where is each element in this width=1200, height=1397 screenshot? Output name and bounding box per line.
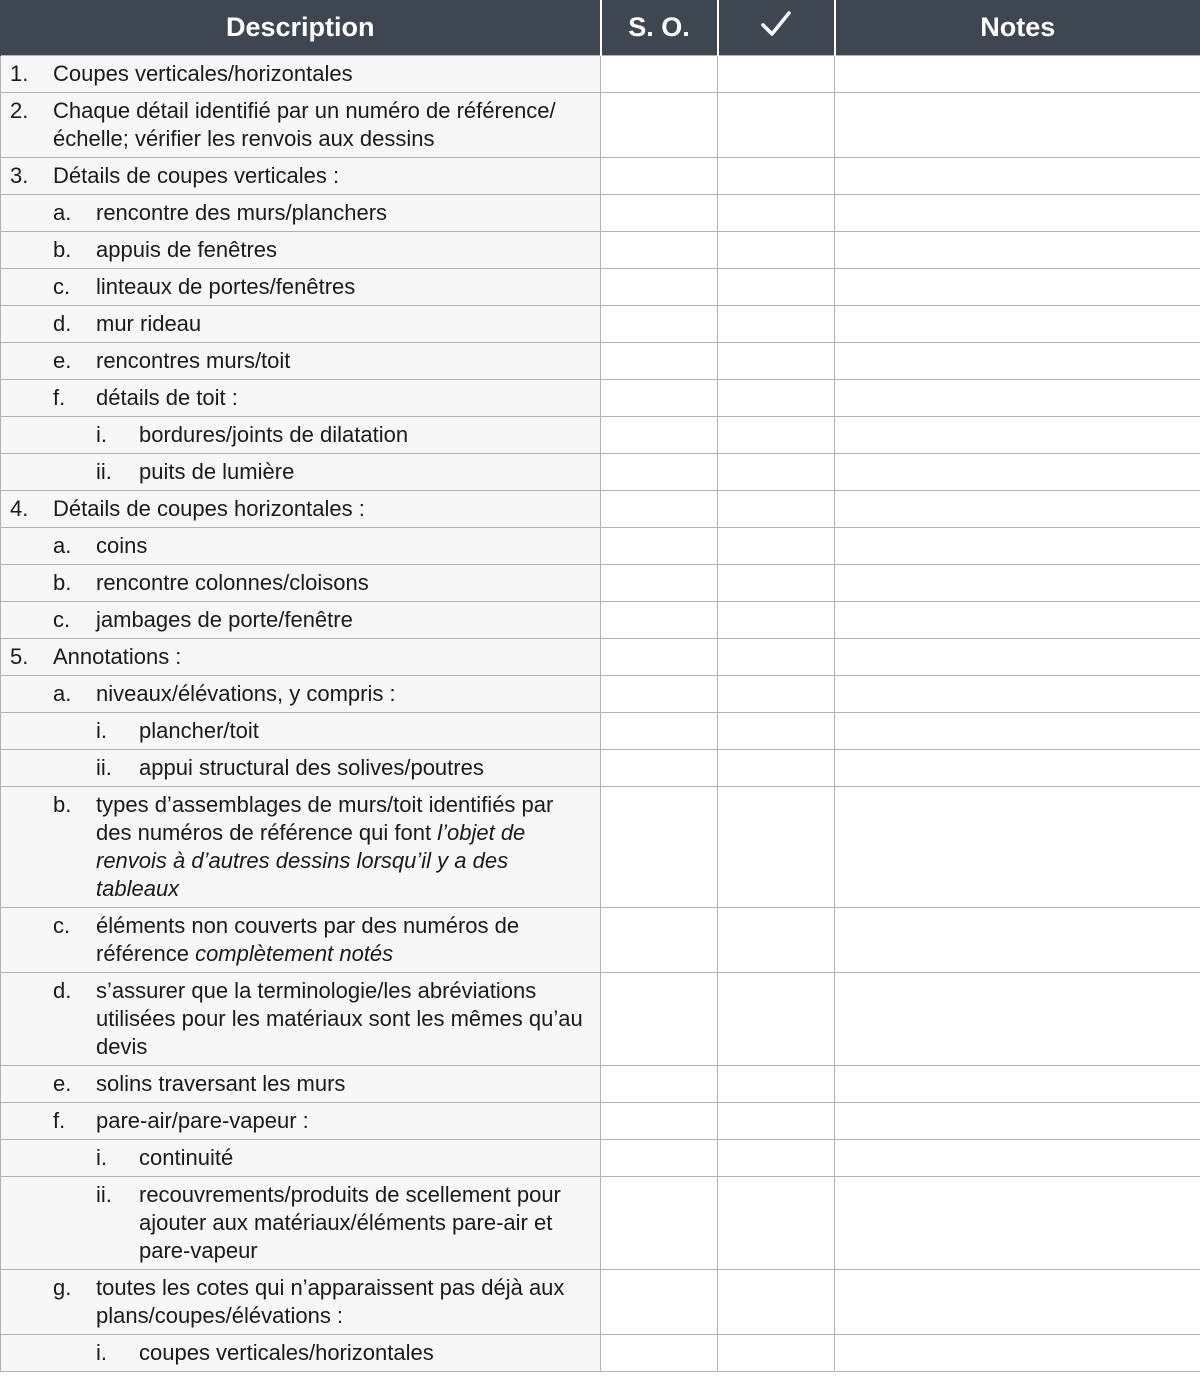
table-row [1,158,1200,195]
check-cell[interactable] [718,158,835,195]
check-cell[interactable] [718,93,835,158]
item-number: 5. [10,644,29,669]
item-text [96,1274,594,1330]
notes-cell[interactable] [835,565,1200,602]
item-text [139,717,594,745]
item-text-plain: linteaux de portes/fenêtres [96,274,356,299]
table-row [1,713,1200,750]
description-cell [1,565,601,602]
notes-cell[interactable] [835,639,1200,676]
item-number: b. [53,792,72,817]
item-text [96,912,594,968]
item-number: 1. [10,61,29,86]
check-cell[interactable] [718,1270,835,1335]
item-text-plain: s’assurer que la terminologie/les abréviations utilisées pour les matériaux sont les mêmes qu’au devis [96,978,583,1059]
item-number: i. [96,1145,107,1170]
table-row [1,676,1200,713]
item-number: d. [53,978,72,1003]
description-cell [1,1140,601,1177]
so-cell[interactable] [601,1177,718,1270]
check-cell[interactable] [718,232,835,269]
item-text-plain: rencontre des murs/planchers [96,200,388,225]
item-number: a. [53,200,72,225]
so-cell[interactable] [601,565,718,602]
description-cell [1,343,601,380]
item-text-plain: Coupes verticales/horizontales [53,61,353,86]
item-text-plain: appuis de fenêtres [96,237,278,262]
item-text-plain: jambages de porte/fenêtre [96,607,353,632]
so-cell[interactable] [601,93,718,158]
check-cell[interactable] [718,1140,835,1177]
item-number: 4. [10,496,29,521]
item-number: ii. [96,1182,112,1207]
item-text-plain: continuité [139,1145,234,1170]
item-text [96,199,594,227]
notes-cell[interactable] [835,56,1200,93]
description-cell [1,528,601,565]
table-row [1,269,1200,306]
item-number: ii. [96,755,112,780]
notes-cell[interactable] [835,787,1200,908]
notes-cell[interactable] [835,454,1200,491]
check-cell[interactable] [718,1335,835,1372]
table-row [1,1335,1200,1372]
item-text-plain: pare-air/pare-vapeur : [96,1108,309,1133]
check-cell[interactable] [718,417,835,454]
item-number: a. [53,533,72,558]
check-cell[interactable] [718,1103,835,1140]
so-cell[interactable] [601,232,718,269]
notes-cell[interactable] [835,528,1200,565]
description-cell [1,1270,601,1335]
notes-cell[interactable] [835,1103,1200,1140]
item-text [96,791,594,903]
checkmark-icon [759,9,793,46]
item-number: c. [53,274,71,299]
so-cell[interactable] [601,491,718,528]
check-cell[interactable] [718,713,835,750]
item-text-plain: Chaque détail identifié par un numéro de référence/échelle; vérifier les renvois aux dessins [53,98,556,151]
item-text-plain: mur rideau [96,311,202,336]
item-number: g. [53,1275,72,1300]
item-text-plain: Annotations : [53,644,182,669]
description-cell [1,417,601,454]
check-cell[interactable] [718,750,835,787]
item-number: i. [96,718,107,743]
so-cell[interactable] [601,713,718,750]
item-text-plain: plancher/toit [139,718,259,743]
table-row [1,750,1200,787]
so-cell[interactable] [601,343,718,380]
item-text [96,977,594,1061]
description-cell [1,602,601,639]
table-row [1,973,1200,1066]
table-row [1,417,1200,454]
so-cell[interactable] [601,269,718,306]
notes-cell[interactable] [835,750,1200,787]
so-cell[interactable] [601,1270,718,1335]
item-text [53,162,594,190]
notes-cell[interactable] [835,973,1200,1066]
so-cell[interactable] [601,676,718,713]
item-text-plain: Détails de coupes verticales : [53,163,340,188]
notes-cell[interactable] [835,195,1200,232]
check-cell[interactable] [718,908,835,973]
table-row [1,1103,1200,1140]
so-cell[interactable] [601,454,718,491]
item-number: f. [53,1108,66,1133]
description-cell [1,1066,601,1103]
so-cell[interactable] [601,1335,718,1372]
notes-cell[interactable] [835,1335,1200,1372]
item-text-plain: recouvrements/produits de scellement pour ajouter aux matériaux/éléments pare-air et pare-vapeur [139,1182,561,1263]
check-cell[interactable] [718,565,835,602]
item-number: 2. [10,98,29,123]
item-text-plain: toutes les cotes qui n’apparaissent pas déjà aux plans/coupes/élévations : [96,1275,565,1328]
item-number: c. [53,607,71,632]
so-cell[interactable] [601,973,718,1066]
description-cell [1,973,601,1066]
item-text [96,384,594,412]
table-row [1,56,1200,93]
description-cell [1,750,601,787]
item-text [96,680,594,708]
so-cell[interactable] [601,908,718,973]
table-row [1,602,1200,639]
so-cell[interactable] [601,417,718,454]
check-cell[interactable] [718,676,835,713]
check-cell[interactable] [718,1177,835,1270]
header-check [718,0,835,56]
check-cell[interactable] [718,306,835,343]
description-cell [1,787,601,908]
item-number: b. [53,237,72,262]
check-cell[interactable] [718,454,835,491]
notes-cell[interactable] [835,1270,1200,1335]
item-text [96,347,594,375]
check-cell[interactable] [718,973,835,1066]
table-row [1,787,1200,908]
so-cell[interactable] [601,1140,718,1177]
description-cell [1,56,601,93]
so-cell[interactable] [601,380,718,417]
item-text-plain: puits de lumière [139,459,295,484]
item-text [139,1339,594,1367]
notes-cell[interactable] [835,908,1200,973]
item-number: a. [53,681,72,706]
table-row [1,93,1200,158]
table-row [1,1270,1200,1335]
item-number: f. [53,385,66,410]
item-text [53,643,594,671]
description-cell [1,269,601,306]
item-number: i. [96,1340,107,1365]
description-cell [1,908,601,973]
item-text [53,495,594,523]
item-text-plain: bordures/joints de dilatation [139,422,409,447]
notes-cell[interactable] [835,602,1200,639]
header-notes: Notes [835,0,1200,56]
description-cell [1,491,601,528]
item-text [96,273,594,301]
so-cell[interactable] [601,787,718,908]
check-cell[interactable] [718,528,835,565]
item-text [96,1070,594,1098]
table-row [1,1140,1200,1177]
table-row [1,639,1200,676]
item-number: i. [96,422,107,447]
item-number: e. [53,1071,72,1096]
notes-cell[interactable] [835,676,1200,713]
so-cell[interactable] [601,1103,718,1140]
item-number: b. [53,570,72,595]
description-cell [1,1335,601,1372]
item-text [96,310,594,338]
item-text-plain: coupes verticales/horizontales [139,1340,434,1365]
description-cell [1,639,601,676]
description-cell [1,713,601,750]
item-text-plain: rencontres murs/toit [96,348,291,373]
item-text-plain: solins traversant les murs [96,1071,346,1096]
item-text-plain: coins [96,533,148,558]
item-text-plain: types d’assemblages de murs/toit identifiés par des numéros de référence qui font [96,792,554,845]
check-cell[interactable] [718,56,835,93]
notes-cell[interactable] [835,1140,1200,1177]
so-cell[interactable] [601,56,718,93]
table-row [1,306,1200,343]
table-row [1,380,1200,417]
description-cell [1,306,601,343]
notes-cell[interactable] [835,93,1200,158]
item-number: c. [53,913,71,938]
notes-cell[interactable] [835,232,1200,269]
description-cell [1,158,601,195]
item-text [53,60,594,88]
item-text [139,421,594,449]
item-text [96,236,594,264]
item-text [53,97,594,153]
item-number: 3. [10,163,29,188]
check-cell[interactable] [718,491,835,528]
notes-cell[interactable] [835,713,1200,750]
description-cell [1,195,601,232]
item-text [139,754,594,782]
so-cell[interactable] [601,750,718,787]
description-cell [1,93,601,158]
notes-cell[interactable] [835,1066,1200,1103]
item-number: ii. [96,459,112,484]
notes-cell[interactable] [835,417,1200,454]
item-text-plain: rencontre colonnes/cloisons [96,570,369,595]
item-number: e. [53,348,72,373]
table-row [1,232,1200,269]
notes-cell[interactable] [835,491,1200,528]
notes-cell[interactable] [835,380,1200,417]
description-cell [1,1103,601,1140]
notes-cell[interactable] [835,343,1200,380]
check-cell[interactable] [718,269,835,306]
check-cell[interactable] [718,787,835,908]
header-row [1,0,1200,56]
item-text [96,606,594,634]
notes-cell[interactable] [835,158,1200,195]
check-cell[interactable] [718,639,835,676]
so-cell[interactable] [601,306,718,343]
item-text-plain: niveaux/élévations, y compris : [96,681,396,706]
item-text-italic: complètement notés [195,941,394,966]
so-cell[interactable] [601,528,718,565]
item-text [96,569,594,597]
item-text-italic: l’objet de renvois à d’autres dessins lorsqu’il y a des tableaux [96,820,526,901]
item-text [139,1181,594,1265]
table-row [1,454,1200,491]
table-row [1,491,1200,528]
item-text [139,1144,594,1172]
description-cell [1,232,601,269]
so-cell[interactable] [601,1066,718,1103]
item-text [96,532,594,560]
table-row [1,1177,1200,1270]
item-text-plain: appui structural des solives/poutres [139,755,484,780]
item-number: d. [53,311,72,336]
notes-cell[interactable] [835,306,1200,343]
description-cell [1,454,601,491]
so-cell[interactable] [601,158,718,195]
check-cell[interactable] [718,1066,835,1103]
check-cell[interactable] [718,343,835,380]
check-cell[interactable] [718,195,835,232]
table-row [1,1066,1200,1103]
description-cell [1,1177,601,1270]
notes-cell[interactable] [835,1177,1200,1270]
table-row [1,343,1200,380]
so-cell[interactable] [601,602,718,639]
so-cell[interactable] [601,639,718,676]
item-text [139,458,594,486]
item-text-plain: éléments non couverts par des numéros de référence [96,913,520,966]
header-description: Description [1,0,601,56]
description-cell [1,676,601,713]
table-row [1,908,1200,973]
check-cell[interactable] [718,602,835,639]
header-so: S. O. [601,0,718,56]
description-cell [1,380,601,417]
check-cell[interactable] [718,380,835,417]
table-row [1,195,1200,232]
table-row [1,528,1200,565]
item-text-plain: Détails de coupes horizontales : [53,496,365,521]
item-text-plain: détails de toit : [96,385,238,410]
so-cell[interactable] [601,195,718,232]
item-text [96,1107,594,1135]
table-row [1,565,1200,602]
notes-cell[interactable] [835,269,1200,306]
